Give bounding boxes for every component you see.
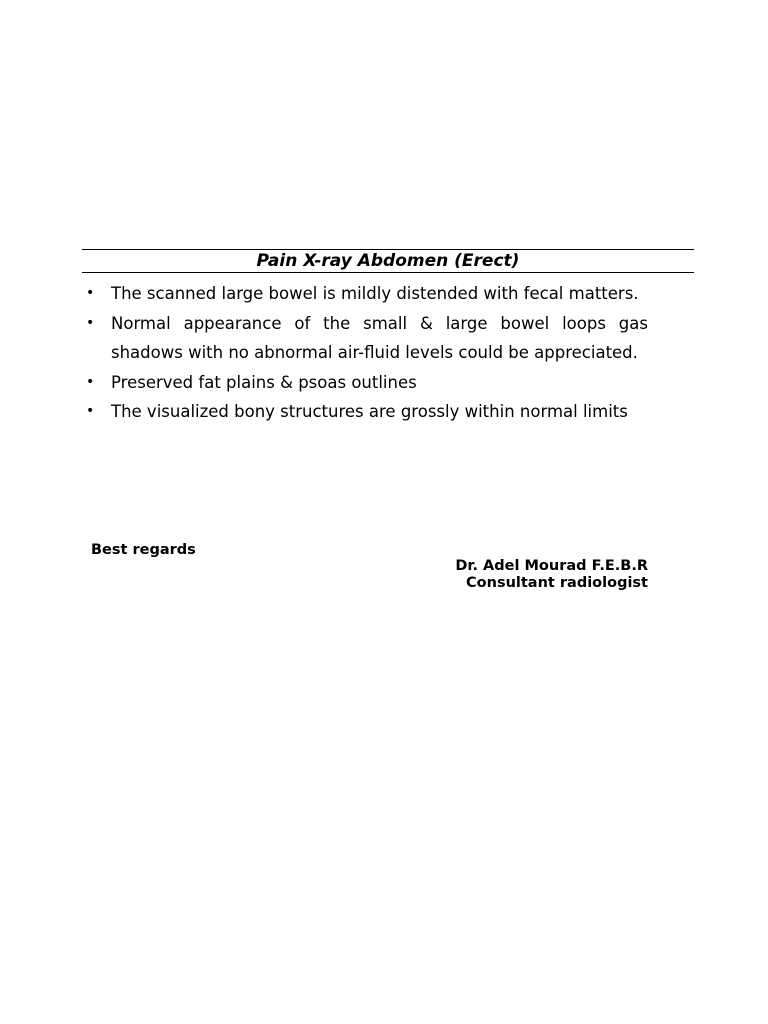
doctor-name: Dr. Adel Mourad F.E.B.R: [455, 558, 648, 574]
finding-text: The visualized bony structures are grossly within normal limits: [111, 402, 628, 422]
finding-item: [86, 397, 648, 427]
finding-text: The scanned large bowel is mildly distended with fecal matters.: [111, 284, 639, 303]
title-bottom-rule: [82, 272, 694, 273]
closing-greeting: Best regards: [91, 542, 196, 558]
finding-text: Preserved fat plains & psoas outlines: [111, 372, 417, 392]
finding-item: [86, 309, 648, 368]
finding-text: Normal appearance of the small & large bowel loops gas shadows with no abnormal air-fluid levels could be appreciated.: [111, 313, 648, 363]
bullet-icon: •: [86, 314, 95, 331]
report-title: Pain X-ray Abdomen (Erect): [256, 251, 520, 271]
finding-item: [86, 279, 648, 309]
doctor-title: Consultant radiologist: [466, 575, 648, 591]
signature-block: [455, 558, 648, 592]
bullet-icon: •: [86, 373, 95, 390]
finding-item: [86, 368, 648, 398]
findings-list: [86, 279, 648, 427]
bullet-icon: •: [86, 285, 95, 301]
bullet-icon: •: [86, 403, 95, 420]
